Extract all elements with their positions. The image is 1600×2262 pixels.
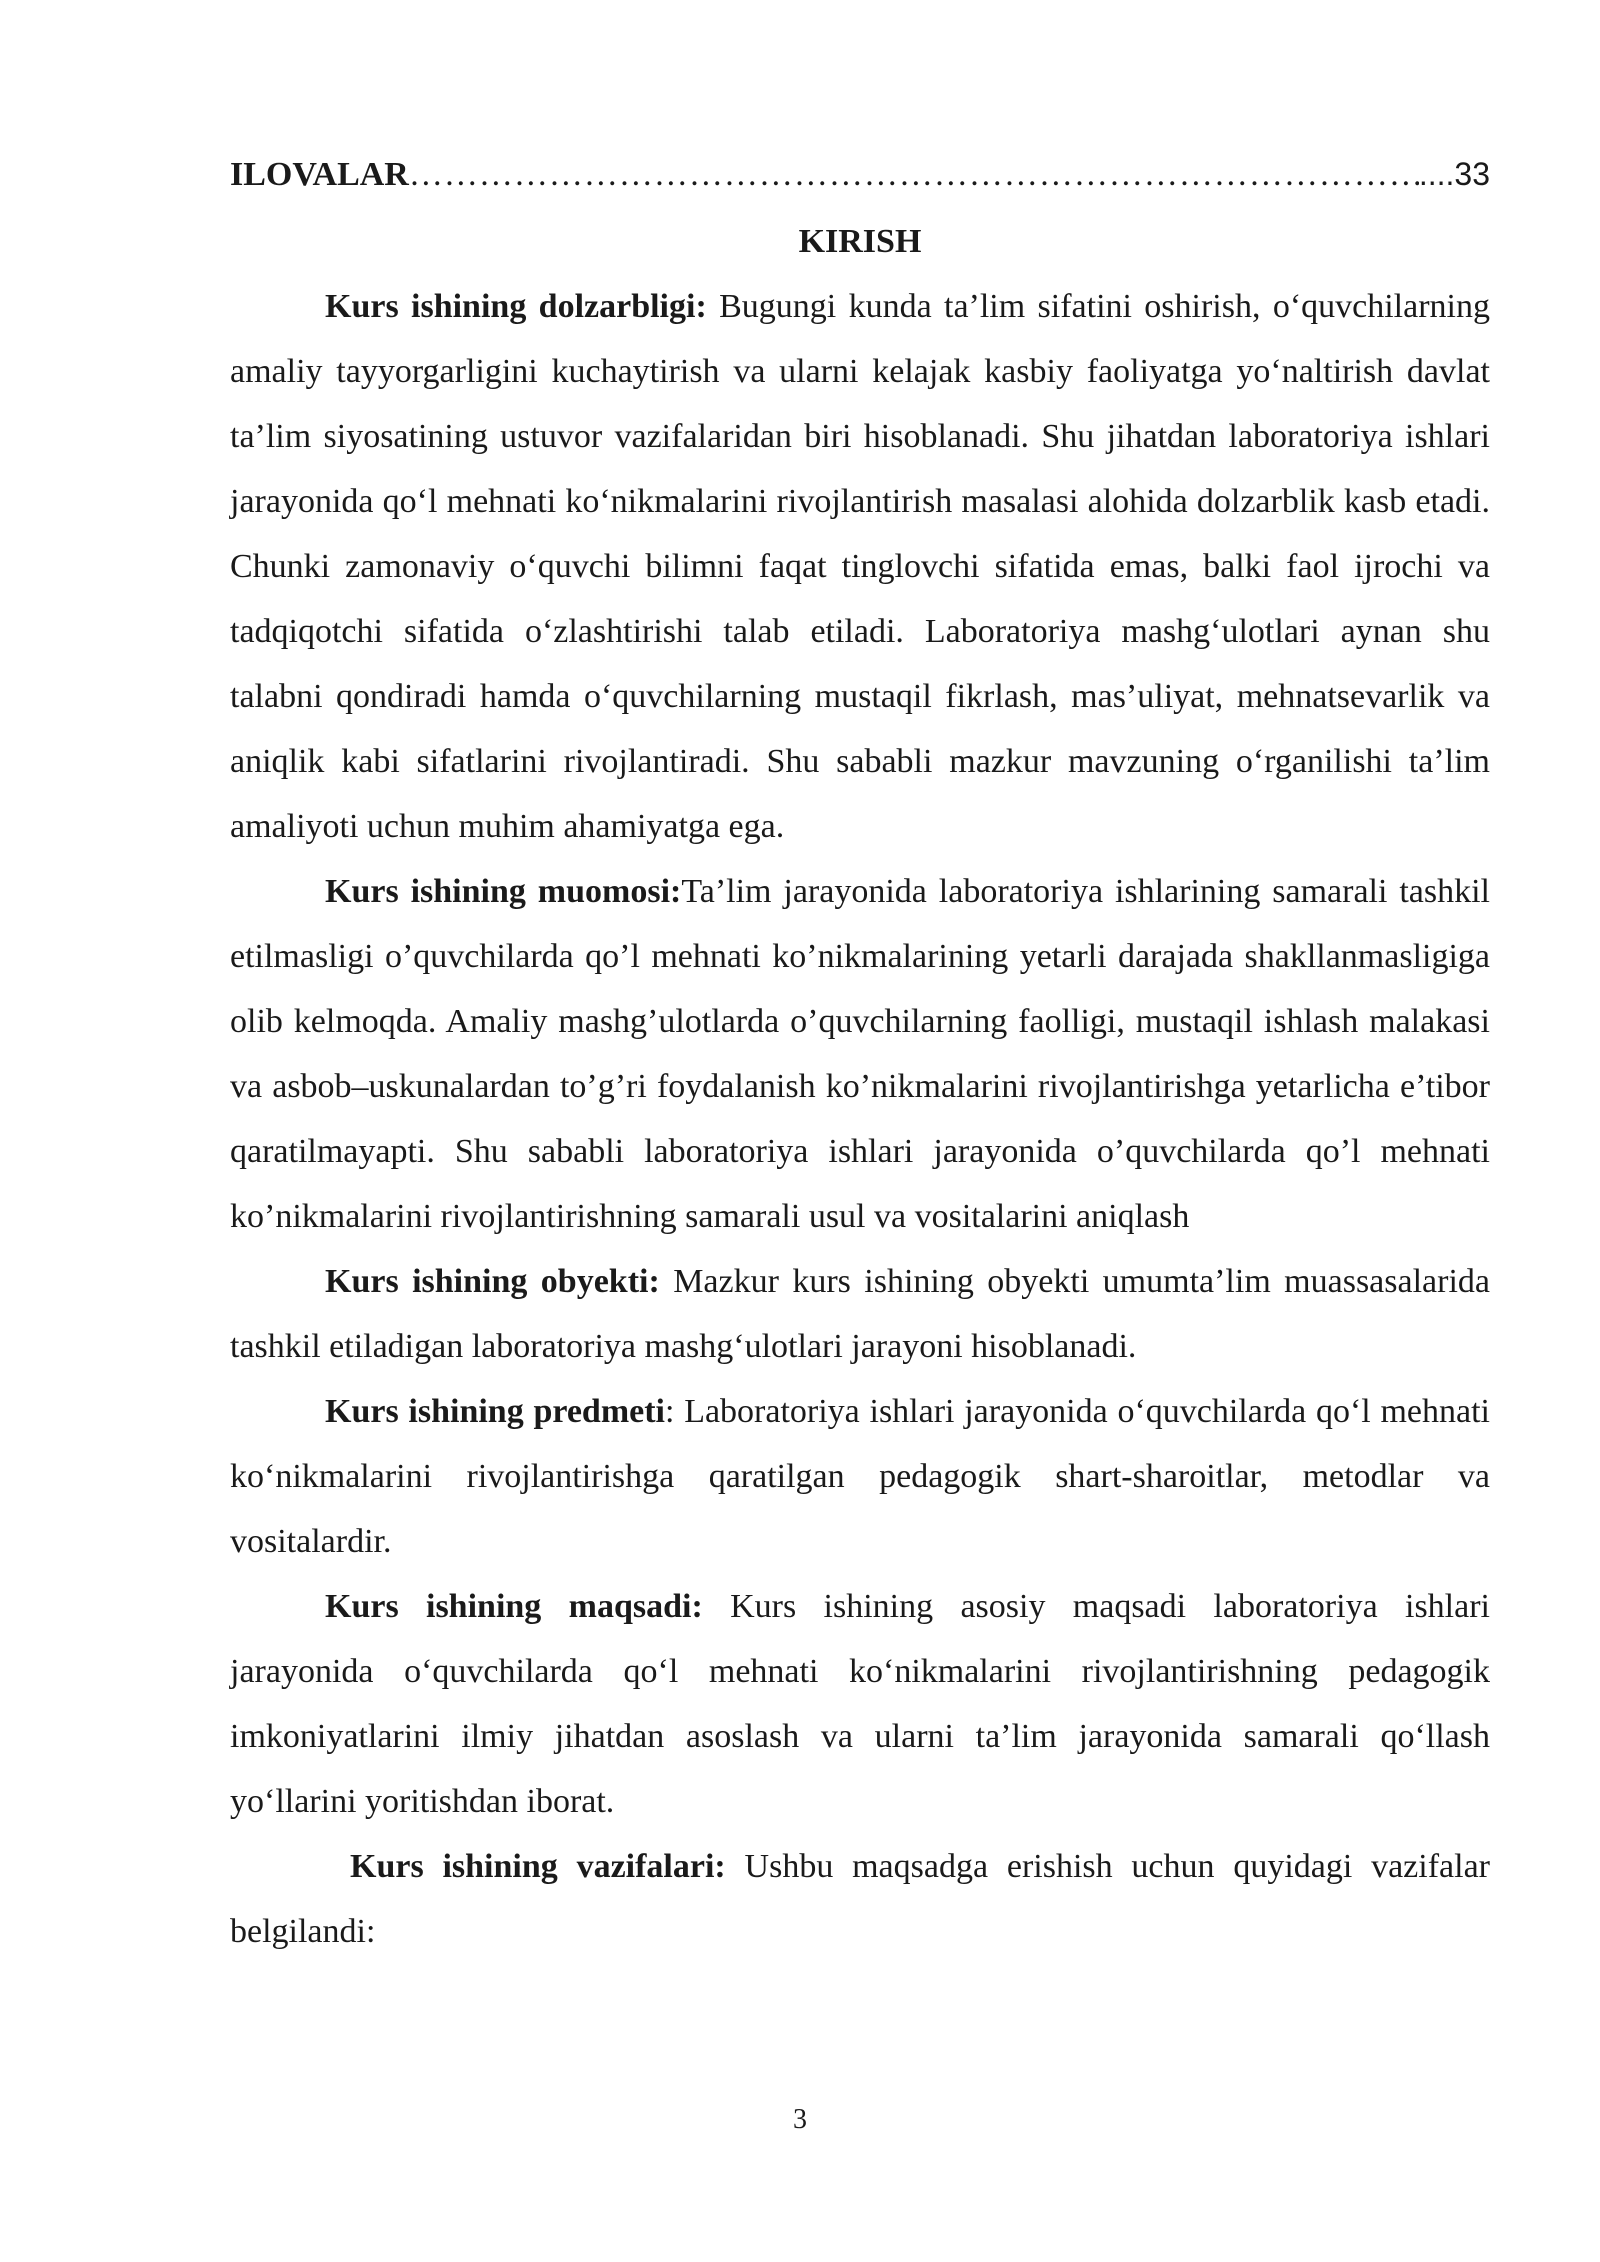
paragraph-text: : Laboratoriya ishlari jarayonida o‘quvchilarda qo‘l mehnati ko‘nikmalarini rivojlantirishga qaratilgan pedagogik shart-sharoitlar, metodlar va vositalardir.: [230, 1393, 1491, 1560]
paragraph-dolzarbligi: [230, 274, 1490, 859]
page-number: 3: [793, 2104, 807, 2135]
toc-entry-label: ILOVALAR: [230, 156, 409, 193]
toc-leader-dots: [409, 151, 1419, 198]
paragraph-text: Mazkur kurs ishining obyekti umumta’lim muassasalarida tashkil etiladigan laboratoriya mashg‘ulotlari jarayoni hisoblanadi.: [230, 1263, 1490, 1365]
paragraph-lead: Kurs ishining muomosi:: [325, 873, 682, 910]
paragraph-vazifalari: [230, 1834, 1490, 1964]
paragraph-obyekti: [230, 1249, 1490, 1379]
paragraph-lead: Kurs ishining maqsadi:: [325, 1588, 703, 1625]
paragraph-lead: Kurs ishining obyekti:: [325, 1263, 660, 1300]
toc-entry-page: ....33: [1418, 156, 1490, 192]
paragraph-muomosi: [230, 859, 1490, 1249]
section-heading: KIRISH: [798, 223, 922, 260]
paragraph-text: Bugungi kunda ta’lim sifatini oshirish, o‘quvchilarning amaliy tayyorgarligini kuchaytirish va ularni kelajak kasbiy faoliyatga yo‘naltirish davlat ta’lim siyosatining ustuvor vazifalaridan biri hisoblanadi. Shu jihatdan laboratoriya ishlari jarayonida qo‘l mehnati ko‘nikmalarini rivojlantirish masalasi alohida dolzarblik kasb etadi. Chunki zamonaviy o‘quvchi bilimni faqat tinglovchi sifatida emas, balki faol ijrochi va tadqiqotchi sifatida o‘zlashtirishi talab etiladi. Laboratoriya mashg‘ulotlari aynan shu talabni qondiradi hamda o‘quvchilarning mustaqil fikrlash, mas’uliyat, mehnatsevarlik va aniqlik kabi sifatlarini rivojlantiradi. Shu sababli mazkur mavzuning o‘rganilishi ta’lim amaliyoti uchun muhim ahamiyatga ega.: [230, 288, 1490, 845]
paragraph-lead: Kurs ishining predmeti: [325, 1393, 666, 1430]
document-page: [230, 150, 1490, 1964]
paragraph-maqsadi: [230, 1574, 1490, 1834]
toc-entry: [230, 150, 1490, 198]
paragraph-text: Kurs ishining asosiy maqsadi laboratoriya ishlari jarayonida o‘quvchilarda qo‘l mehnati ko‘nikmalarini rivojlantirishning pedagogik imkoniyatlarini ilmiy jihatdan asoslash va ularni ta’lim jarayonida samarali qo‘llash yo‘llarini yoritishdan iborat.: [230, 1588, 1490, 1820]
paragraph-predmeti: [230, 1379, 1490, 1574]
paragraph-text: Ta’lim jarayonida laboratoriya ishlarining samarali tashkil etilmasligi o’quvchilarda qo’l mehnati ko’nikmalarining yetarli darajada shakllanmasligiga olib kelmoqda. Amaliy mashg’ulotlarda o’quvchilarning faolligi, mustaqil ishlash malakasi va asbob–uskunalardan to’g’ri foydalanish ko’nikmalarini rivojlantirishga yetarlicha e’tibor qaratilmayapti. Shu sababli laboratoriya ishlari jarayonida o’quvchilarda qo’l mehnati ko’nikmalarini rivojlantirishning samarali usul va vositalarini aniqlash: [230, 873, 1490, 1235]
paragraph-text: Ushbu maqsadga erishish uchun quyidagi vazifalar belgilandi:: [230, 1848, 1490, 1950]
paragraph-lead: Kurs ishining vazifalari:: [350, 1848, 726, 1885]
paragraph-lead: Kurs ishining dolzarbligi:: [325, 288, 707, 325]
